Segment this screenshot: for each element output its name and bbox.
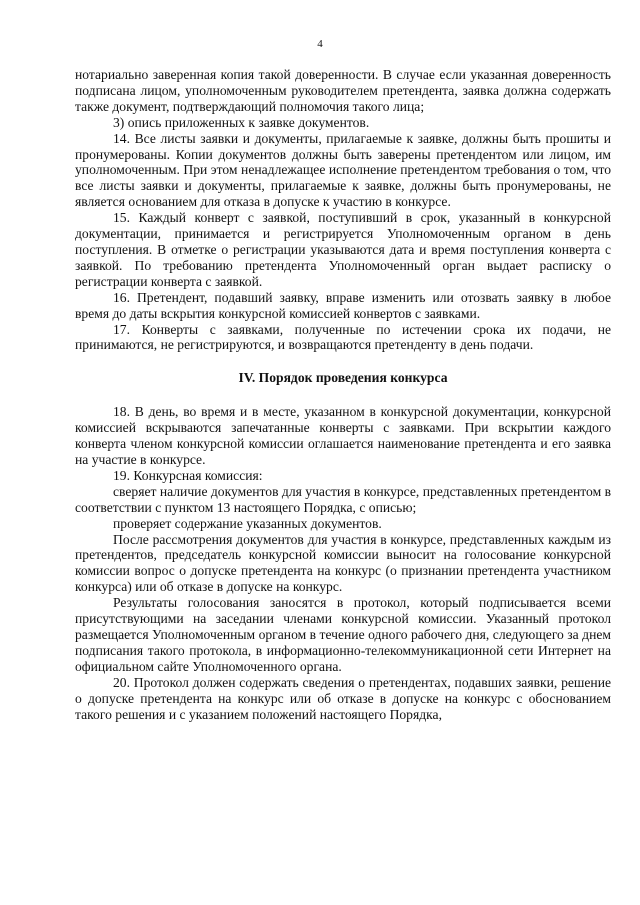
- paragraph-19: 19. Конкурсная комиссия:: [113, 467, 263, 483]
- paragraph: 3) опись приложенных к заявке документов.: [113, 114, 370, 130]
- paragraph: проверяет содержание указанных документов.: [113, 515, 382, 531]
- paragraph-15: 15. Каждый конверт с заявкой, поступивший в срок, указанный в конкурсной документации, принимается и регистрируется Уполномоченным органом в день поступления. В отметке о регистрации указываются дата и время поступления конверта с заявкой. По требованию претендента Уполномоченный орган выдает расписку о регистрации конверта с заявкой.: [75, 210, 611, 289]
- paragraph: нотариально заверенная копия такой доверенности. В случае если указанная доверенность подписана лицом, уполномоченным руководителем претендента, заявка должна содержать также документ, подтверждающий полномочия такого лица;: [75, 67, 611, 114]
- paragraph-18: 18. В день, во время и в месте, указанном в конкурсной документации, конкурсной комиссией вскрываются запечатанные конверты с заявками. При вскрытии каждого конверта членом конкурсной комиссии оглашается наименование претендента и его заявка на участие в конкурсе.: [75, 404, 611, 468]
- paragraph: После рассмотрения документов для участия в конкурсе, представленных каждым из претендентов, председатель конкурсной комиссии выносит на голосование конкурсной комиссии вопрос о допуске претендента на конкурс (о признании претендента участником конкурса) или об отказе в допуске на конкурс.: [75, 531, 611, 595]
- document-body: [75, 67, 611, 722]
- paragraph-20: 20. Протокол должен содержать сведения о претендентах, подавших заявки, решение о допуске претендента на конкурс или об отказе в допуске на конкурс с обоснованием такого решения и с указанием положений настоящего Порядка,: [75, 674, 611, 722]
- paragraph: Результаты голосования заносятся в протокол, который подписывается всеми присутствующими на заседании членами конкурсной комиссии. Указанный протокол размещается Уполномоченным органом в течение одного рабочего дня, следующего за днем подписания такого протокола, в информационно-телекоммуникационной сети Интернет на официальном сайте Уполномоченного органа.: [75, 595, 611, 674]
- page-number: 4: [317, 38, 323, 50]
- paragraph-17: 17. Конверты с заявками, полученные по истечении срока их подачи, не принимаются, не регистрируются, и возвращаются претенденту в день подачи.: [75, 321, 611, 353]
- paragraph: сверяет наличие документов для участия в конкурсе, представленных претендентом в соответствии с пунктом 13 настоящего Порядка, с описью;: [75, 483, 611, 515]
- paragraph-14: 14. Все листы заявки и документы, прилагаемые к заявке, должны быть прошиты и пронумерованы. Копии документов должны быть заверены претендентом или лицом, им уполномоченным. При этом ненадлежащее исполнение претендентом требования о том, что все листы заявки и документы, прилагаемые к заявке, должны быть пронумерованы, не является основанием для отказа в допуске к участию в конкурсе.: [75, 130, 611, 210]
- paragraph-16: 16. Претендент, подавший заявку, вправе изменить или отозвать заявку в любое время до даты вскрытия конкурсной комиссией конвертов с заявками.: [75, 289, 611, 321]
- section-heading: IV. Порядок проведения конкурса: [238, 370, 448, 386]
